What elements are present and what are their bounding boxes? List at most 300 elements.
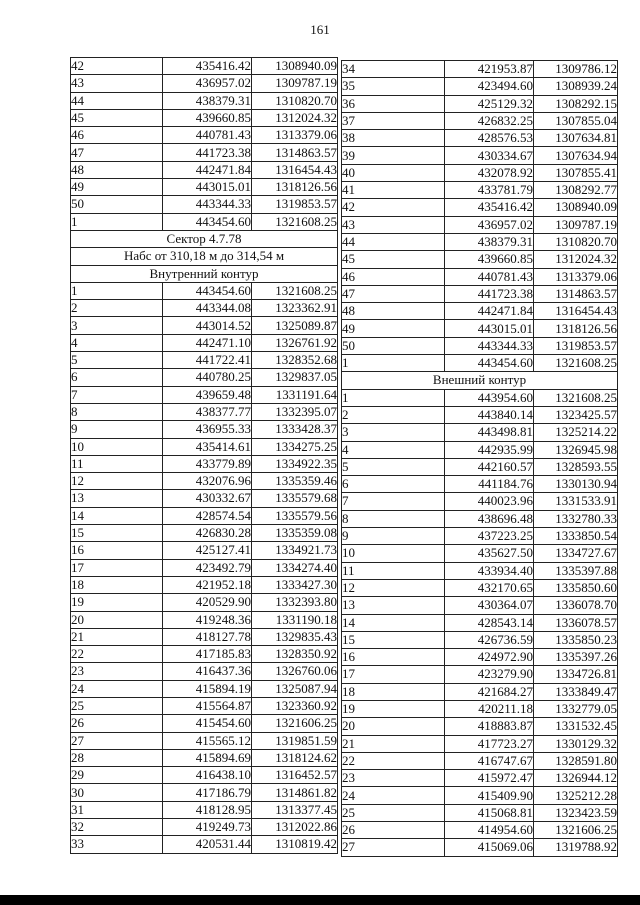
point-number: 27	[71, 732, 163, 749]
table-row	[342, 666, 618, 683]
coordinate-y: 1325212.28	[534, 787, 618, 804]
point-number: 50	[71, 196, 163, 213]
table-row	[71, 75, 338, 92]
coordinate-y: 1323423.59	[534, 804, 618, 821]
coordinate-x: 436957.02	[163, 75, 252, 92]
point-number: 25	[71, 697, 163, 714]
table-row	[71, 196, 338, 213]
table-row	[342, 631, 618, 648]
section-title-row	[71, 230, 338, 247]
table-row	[342, 614, 618, 631]
point-number: 44	[342, 233, 445, 250]
coordinate-x: 441723.38	[445, 285, 534, 302]
coordinate-x: 443344.08	[163, 300, 252, 317]
point-number: 20	[342, 718, 445, 735]
point-number: 15	[342, 631, 445, 648]
coordinate-x: 443454.60	[163, 213, 252, 230]
point-number: 12	[71, 473, 163, 490]
coordinate-y: 1313379.06	[252, 127, 338, 144]
point-number: 44	[71, 92, 163, 109]
coordinate-x: 428576.53	[445, 130, 534, 147]
table-row	[71, 403, 338, 420]
point-number: 29	[71, 767, 163, 784]
point-number: 4	[71, 334, 163, 351]
section-title: Сектор 4.7.78	[71, 230, 338, 247]
section-title-row	[342, 372, 618, 389]
coordinate-y: 1335397.26	[534, 649, 618, 666]
point-number: 1	[71, 213, 163, 230]
coordinate-y: 1307634.81	[534, 130, 618, 147]
table-row	[342, 752, 618, 769]
coordinate-y: 1333427.30	[252, 576, 338, 593]
coordinate-x: 442935.99	[445, 441, 534, 458]
coordinate-y: 1333850.54	[534, 528, 618, 545]
point-number: 13	[342, 597, 445, 614]
coordinate-x: 418883.87	[445, 718, 534, 735]
table-row	[342, 683, 618, 700]
coordinate-x: 426832.25	[445, 112, 534, 129]
coordinate-x: 416437.36	[163, 663, 252, 680]
coordinate-x: 440781.43	[163, 127, 252, 144]
table-row	[71, 611, 338, 628]
coordinate-y: 1335850.60	[534, 579, 618, 596]
section-title-row	[71, 265, 338, 282]
table-row	[71, 438, 338, 455]
table-row	[71, 161, 338, 178]
point-number: 34	[342, 61, 445, 78]
point-number: 16	[71, 542, 163, 559]
coordinate-x: 438696.48	[445, 510, 534, 527]
coordinate-y: 1308939.24	[534, 78, 618, 95]
point-number: 33	[71, 836, 163, 853]
point-number: 50	[342, 337, 445, 354]
point-number: 43	[342, 216, 445, 233]
table-row	[342, 718, 618, 735]
coordinate-x: 438379.31	[163, 92, 252, 109]
coordinate-x: 423492.79	[163, 559, 252, 576]
point-number: 7	[71, 386, 163, 403]
point-number: 47	[71, 144, 163, 161]
table-row	[342, 303, 618, 320]
table-row	[342, 510, 618, 527]
point-number: 47	[342, 285, 445, 302]
point-number: 24	[71, 680, 163, 697]
table-row	[342, 579, 618, 596]
section-title: Набс от 310,18 м до 314,54 м	[71, 248, 338, 265]
coordinate-x: 433934.40	[445, 562, 534, 579]
coordinate-y: 1308292.77	[534, 182, 618, 199]
coordinate-x: 436957.02	[445, 216, 534, 233]
point-number: 21	[71, 628, 163, 645]
coordinate-y: 1326945.98	[534, 441, 618, 458]
coordinate-x: 423494.60	[445, 78, 534, 95]
coordinate-y: 1332779.05	[534, 700, 618, 717]
coordinate-x: 443344.33	[163, 196, 252, 213]
table-row	[342, 458, 618, 475]
table-row	[342, 61, 618, 78]
coordinate-y: 1316454.43	[534, 303, 618, 320]
point-number: 3	[342, 424, 445, 441]
coordinate-y: 1312022.86	[252, 819, 338, 836]
table-row	[342, 164, 618, 181]
coordinate-y: 1312024.32	[534, 251, 618, 268]
table-row	[71, 646, 338, 663]
point-number: 6	[342, 476, 445, 493]
coordinate-y: 1316454.43	[252, 161, 338, 178]
coordinate-y: 1310820.70	[252, 92, 338, 109]
table-row	[71, 490, 338, 507]
coordinate-y: 1319788.92	[534, 839, 618, 856]
point-number: 19	[342, 700, 445, 717]
coordinate-x: 426830.28	[163, 525, 252, 542]
coordinate-y: 1329837.05	[252, 369, 338, 386]
coordinate-y: 1321608.25	[534, 389, 618, 406]
coordinate-x: 425129.32	[445, 95, 534, 112]
coordinate-y: 1308940.09	[534, 199, 618, 216]
point-number: 9	[342, 528, 445, 545]
point-number: 8	[342, 510, 445, 527]
table-row	[342, 700, 618, 717]
coordinate-y: 1335579.56	[252, 507, 338, 524]
coordinate-y: 1333849.47	[534, 683, 618, 700]
table-row	[71, 127, 338, 144]
coordinate-y: 1328350.92	[252, 646, 338, 663]
coordinate-y: 1335359.08	[252, 525, 338, 542]
coordinate-x: 439659.48	[163, 386, 252, 403]
table-row	[342, 804, 618, 821]
table-row	[342, 78, 618, 95]
coordinate-y: 1314863.57	[252, 144, 338, 161]
point-number: 10	[71, 438, 163, 455]
table-row	[71, 663, 338, 680]
point-number: 6	[71, 369, 163, 386]
coordinate-x: 430364.07	[445, 597, 534, 614]
coordinate-y: 1307855.04	[534, 112, 618, 129]
coordinate-y: 1316452.57	[252, 767, 338, 784]
point-number: 38	[342, 130, 445, 147]
coordinate-y: 1309787.19	[534, 216, 618, 233]
point-number: 2	[71, 300, 163, 317]
coordinate-x: 443954.60	[445, 389, 534, 406]
coordinate-y: 1314861.82	[252, 784, 338, 801]
point-number: 36	[342, 95, 445, 112]
coordinate-y: 1321606.25	[252, 715, 338, 732]
coordinate-x: 443015.01	[163, 179, 252, 196]
point-number: 12	[342, 579, 445, 596]
point-number: 5	[342, 458, 445, 475]
coordinate-x: 415894.19	[163, 680, 252, 697]
coordinate-y: 1328591.80	[534, 752, 618, 769]
coordinate-y: 1326760.06	[252, 663, 338, 680]
table-row	[71, 300, 338, 317]
point-number: 1	[342, 389, 445, 406]
coordinate-x: 433779.89	[163, 455, 252, 472]
coordinate-y: 1330130.94	[534, 476, 618, 493]
coordinate-table-left	[70, 57, 338, 854]
coordinate-x: 414954.60	[445, 822, 534, 839]
point-number: 23	[71, 663, 163, 680]
point-number: 18	[71, 576, 163, 593]
table-row	[71, 836, 338, 853]
table-row	[71, 213, 338, 230]
coordinate-x: 417186.79	[163, 784, 252, 801]
point-number: 10	[342, 545, 445, 562]
point-number: 2	[342, 406, 445, 423]
table-row	[71, 559, 338, 576]
coordinate-y: 1336078.70	[534, 597, 618, 614]
table-row	[342, 528, 618, 545]
point-number: 1	[71, 282, 163, 299]
coordinate-y: 1334274.40	[252, 559, 338, 576]
coordinate-y: 1328352.68	[252, 352, 338, 369]
table-row	[71, 628, 338, 645]
coordinate-y: 1325214.22	[534, 424, 618, 441]
coordinate-y: 1330129.32	[534, 735, 618, 752]
coordinate-x: 442471.84	[445, 303, 534, 320]
coordinate-x: 416747.67	[445, 752, 534, 769]
point-number: 13	[71, 490, 163, 507]
table-row	[342, 233, 618, 250]
coordinate-y: 1323362.91	[252, 300, 338, 317]
point-number: 40	[342, 164, 445, 181]
coordinate-x: 415069.06	[445, 839, 534, 856]
table-row	[71, 680, 338, 697]
table-row	[342, 182, 618, 199]
table-row	[71, 576, 338, 593]
table-row	[342, 112, 618, 129]
table-row	[71, 594, 338, 611]
coordinate-y: 1323360.92	[252, 697, 338, 714]
table-row	[342, 355, 618, 372]
coordinate-y: 1326944.12	[534, 770, 618, 787]
coordinate-x: 421684.27	[445, 683, 534, 700]
point-number: 26	[71, 715, 163, 732]
coordinate-x: 432076.96	[163, 473, 252, 490]
point-number: 15	[71, 525, 163, 542]
coordinate-x: 433781.79	[445, 182, 534, 199]
coordinate-x: 415068.81	[445, 804, 534, 821]
coordinate-y: 1318126.56	[534, 320, 618, 337]
section-title: Внутренний контур	[71, 265, 338, 282]
coordinate-y: 1332395.07	[252, 403, 338, 420]
coordinate-y: 1321606.25	[534, 822, 618, 839]
coordinate-y: 1335397.88	[534, 562, 618, 579]
point-number: 22	[342, 752, 445, 769]
coordinate-y: 1308940.09	[252, 58, 338, 75]
coordinate-y: 1334921.73	[252, 542, 338, 559]
coordinate-y: 1334275.25	[252, 438, 338, 455]
table-row	[342, 199, 618, 216]
point-number: 26	[342, 822, 445, 839]
point-number: 27	[342, 839, 445, 856]
point-number: 22	[71, 646, 163, 663]
coordinate-x: 441723.38	[163, 144, 252, 161]
coordinate-x: 418128.95	[163, 801, 252, 818]
coordinate-x: 443498.81	[445, 424, 534, 441]
point-number: 5	[71, 352, 163, 369]
point-number: 42	[71, 58, 163, 75]
point-number: 30	[71, 784, 163, 801]
table-row	[71, 386, 338, 403]
point-number: 21	[342, 735, 445, 752]
coordinate-x: 441722.41	[163, 352, 252, 369]
coordinate-y: 1312024.32	[252, 109, 338, 126]
coordinate-x: 439660.85	[163, 109, 252, 126]
coordinate-x: 418127.78	[163, 628, 252, 645]
coordinate-x: 443454.60	[163, 282, 252, 299]
table-row	[342, 95, 618, 112]
table-row	[71, 715, 338, 732]
table-row	[71, 317, 338, 334]
coordinate-y: 1333428.37	[252, 421, 338, 438]
coordinate-y: 1323425.57	[534, 406, 618, 423]
coordinate-x: 417723.27	[445, 735, 534, 752]
point-number: 32	[71, 819, 163, 836]
coordinate-x: 443454.60	[445, 355, 534, 372]
coordinate-y: 1307855.41	[534, 164, 618, 181]
coordinate-y: 1313379.06	[534, 268, 618, 285]
table-row	[71, 732, 338, 749]
coordinate-x: 435627.50	[445, 545, 534, 562]
table-row	[342, 649, 618, 666]
coordinate-x: 442160.57	[445, 458, 534, 475]
coordinate-x: 439660.85	[445, 251, 534, 268]
table-row	[71, 58, 338, 75]
coordinate-x: 442471.10	[163, 334, 252, 351]
table-row	[342, 216, 618, 233]
coordinate-y: 1331191.64	[252, 386, 338, 403]
point-number: 14	[342, 614, 445, 631]
table-row	[342, 493, 618, 510]
coordinate-x: 415454.60	[163, 715, 252, 732]
table-row	[71, 144, 338, 161]
coordinate-y: 1319853.57	[534, 337, 618, 354]
table-row	[342, 406, 618, 423]
coordinate-y: 1335579.68	[252, 490, 338, 507]
table-row	[71, 455, 338, 472]
table-row	[71, 92, 338, 109]
coordinate-y: 1328593.55	[534, 458, 618, 475]
coordinate-y: 1325089.87	[252, 317, 338, 334]
point-number: 17	[342, 666, 445, 683]
coordinate-x: 435414.61	[163, 438, 252, 455]
table-row	[71, 334, 338, 351]
point-number: 4	[342, 441, 445, 458]
table-row	[342, 130, 618, 147]
coordinate-y: 1309787.19	[252, 75, 338, 92]
point-number: 31	[71, 801, 163, 818]
page-number: 161	[310, 22, 330, 37]
coordinate-x: 415894.69	[163, 749, 252, 766]
coordinate-x: 440023.96	[445, 493, 534, 510]
point-number: 41	[342, 182, 445, 199]
table-row	[71, 525, 338, 542]
table-row	[342, 147, 618, 164]
point-number: 16	[342, 649, 445, 666]
coordinate-x: 421952.18	[163, 576, 252, 593]
coordinate-x: 420529.90	[163, 594, 252, 611]
table-row	[342, 839, 618, 856]
point-number: 20	[71, 611, 163, 628]
point-number: 37	[342, 112, 445, 129]
point-number: 49	[71, 179, 163, 196]
table-row	[71, 784, 338, 801]
point-number: 24	[342, 787, 445, 804]
table-row	[342, 441, 618, 458]
coordinate-x: 435416.42	[163, 58, 252, 75]
coordinate-y: 1321608.25	[534, 355, 618, 372]
point-number: 3	[71, 317, 163, 334]
coordinate-x: 428574.54	[163, 507, 252, 524]
coordinate-x: 417185.83	[163, 646, 252, 663]
table-row	[71, 282, 338, 299]
coordinate-y: 1319853.57	[252, 196, 338, 213]
coordinate-x: 426736.59	[445, 631, 534, 648]
coordinate-x: 425127.41	[163, 542, 252, 559]
section-title: Внешний контур	[342, 372, 618, 389]
coordinate-x: 415564.87	[163, 697, 252, 714]
point-number: 23	[342, 770, 445, 787]
point-number: 11	[71, 455, 163, 472]
table-row	[71, 473, 338, 490]
coordinate-y: 1326761.92	[252, 334, 338, 351]
coordinate-x: 432078.92	[445, 164, 534, 181]
table-row	[342, 424, 618, 441]
table-row	[342, 735, 618, 752]
section-title-row	[71, 248, 338, 265]
coordinate-y: 1309786.12	[534, 61, 618, 78]
coordinate-x: 443014.52	[163, 317, 252, 334]
point-number: 1	[342, 355, 445, 372]
table-row	[342, 251, 618, 268]
coordinate-y: 1321608.25	[252, 282, 338, 299]
coordinate-x: 443015.01	[445, 320, 534, 337]
coordinate-x: 437223.25	[445, 528, 534, 545]
table-row	[71, 179, 338, 196]
coordinate-y: 1325087.94	[252, 680, 338, 697]
table-row	[342, 268, 618, 285]
coordinate-y: 1313377.45	[252, 801, 338, 818]
coordinate-x: 428543.14	[445, 614, 534, 631]
point-number: 45	[342, 251, 445, 268]
coordinate-x: 435416.42	[445, 199, 534, 216]
coordinate-x: 430332.67	[163, 490, 252, 507]
coordinate-y: 1318124.62	[252, 749, 338, 766]
coordinate-x: 440781.43	[445, 268, 534, 285]
coordinate-y: 1334727.67	[534, 545, 618, 562]
coordinate-y: 1335359.46	[252, 473, 338, 490]
coordinate-y: 1332393.80	[252, 594, 338, 611]
table-row	[342, 597, 618, 614]
coordinate-y: 1331532.45	[534, 718, 618, 735]
point-number: 39	[342, 147, 445, 164]
coordinate-x: 432170.65	[445, 579, 534, 596]
coordinate-y: 1314863.57	[534, 285, 618, 302]
table-row	[71, 352, 338, 369]
point-number: 11	[342, 562, 445, 579]
coordinate-x: 415972.47	[445, 770, 534, 787]
point-number: 48	[71, 161, 163, 178]
coordinate-x: 441184.76	[445, 476, 534, 493]
coordinate-y: 1335850.23	[534, 631, 618, 648]
point-number: 49	[342, 320, 445, 337]
point-number: 14	[71, 507, 163, 524]
coordinate-y: 1334726.81	[534, 666, 618, 683]
coordinate-y: 1336078.57	[534, 614, 618, 631]
coordinate-x: 424972.90	[445, 649, 534, 666]
table-row	[71, 749, 338, 766]
point-number: 42	[342, 199, 445, 216]
